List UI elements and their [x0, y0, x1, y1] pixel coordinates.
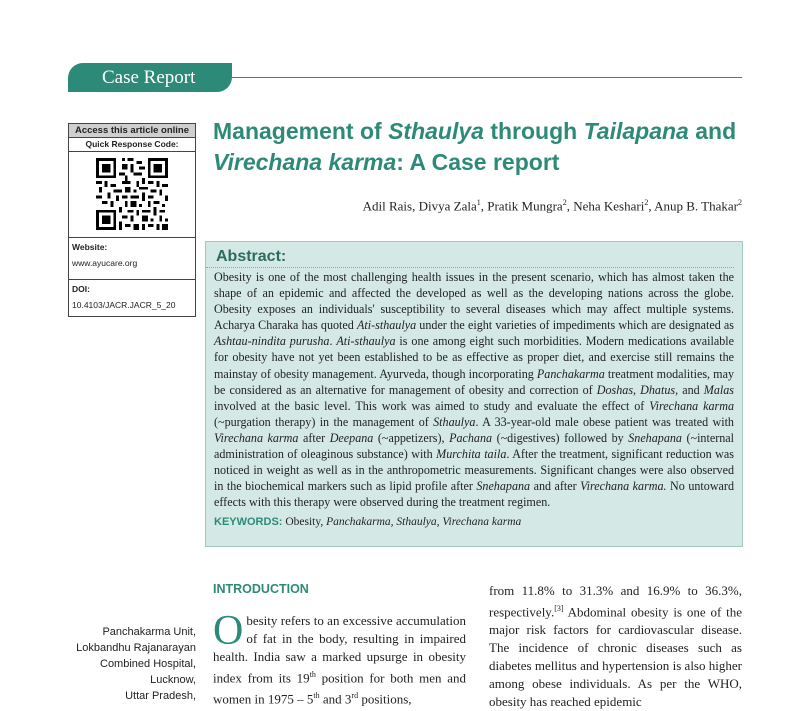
title-italic: Sthaulya: [388, 118, 484, 144]
title-text: Management of: [213, 118, 389, 144]
website-link[interactable]: www.ayucare.org: [72, 258, 138, 268]
affiliation-block: [68, 624, 196, 704]
author-name: Divya Zala: [418, 198, 477, 214]
affiliation-line: Lucknow,: [150, 674, 196, 686]
doi-link[interactable]: 10.4103/JACR.JACR_5_20: [72, 300, 176, 310]
author-affil-mark: 2: [562, 198, 567, 207]
author-name: Anup B. Thakar: [654, 198, 738, 214]
keywords-italic: Panchakarma, Sthaulya, Virechana karma: [326, 516, 522, 529]
banner-label: Case Report: [102, 67, 196, 88]
author-name: Pratik Mungra: [487, 198, 563, 214]
website-label: Website:: [72, 242, 108, 252]
section-banner: [68, 63, 232, 92]
abstract-box: [205, 241, 743, 547]
keywords-text: Obesity,: [282, 516, 327, 529]
body-column-right: from 11.8% to 31.3% and 16.9% to 36.3%, respectively.[3] Abdominal obesity is one of the major risk factors for cardiovascular disease. The incidence of chronic diseases such as diabetes mellitus and hypertension is also higher among obese individuals. As per the WHO, obesity has reached epidemic: [489, 583, 742, 710]
title-text: and: [688, 118, 737, 144]
author-affil-mark: 2: [644, 198, 649, 207]
title-italic: Virechana karma: [213, 149, 397, 175]
author-list: Adil Rais, Divya Zala$^1$, Pratik Mungra$^2$, Neha Keshari$^2$, Anup B. Thakar$^2$: [362, 198, 742, 214]
abstract-heading: Abstract:: [206, 242, 734, 268]
keywords-line: [206, 510, 742, 528]
website-field: [69, 238, 195, 280]
article-title: [213, 116, 753, 178]
affiliation-line: Combined Hospital,: [100, 658, 196, 670]
affiliation-line: Uttar Pradesh,: [125, 690, 196, 702]
drop-cap: O: [213, 608, 244, 654]
citation-link[interactable]: [3]: [554, 604, 564, 613]
doi-field: [69, 280, 195, 313]
body-column-left: Obesity refers to an excessive accumulation of fat in the body, resulting in impaired health. India saw a marked upsurge in obesity index from its 19th position for both men and women in 1975 – 5th and 3rd positions,: [213, 608, 466, 707]
title-text: : A Case report: [396, 149, 560, 175]
author-name: Neha Keshari: [573, 198, 645, 214]
qr-code-icon[interactable]: [96, 158, 168, 230]
qr-label: Quick Response Code:: [69, 138, 195, 152]
affiliation-line: Lokbandhu Rajanarayan: [76, 642, 196, 654]
title-italic: Tailapana: [583, 118, 689, 144]
affiliation-line: Panchakarma Unit,: [102, 626, 196, 638]
qr-area: [69, 152, 195, 238]
abstract-body: Obesity is one of the most challenging health issues in the present scenario, which has almost taken the shape of an epidemic and affected the developed as well as the developing nations across the globe. Obesity exposes an individuals' susceptibility to several diseases which may affect multiple systems. Acharya Charaka has quoted Ati-sthaulya under the eight varieties of impediments which are designated as Ashtau-nindita purusha. Ati-sthaulya is one among eight such morbidities. Modern medications available for obesity have not yet been established to be as effective as proper diet, and exercise still remains the mainstay of obesity management. Ayurveda, though incorporating Panchakarma treatment modalities, may be considered as an alternative for management of obesity and correction of Doshas, Dhatus, and Malas involved at the basic level. This work was aimed to study and evaluate the effect of Virechana karma (~purgation therapy) in the management of Sthaulya. A 33-year-old male obese patient was treated with Virechana karma after Deepana (~appetizers), Pachana (~digestives) followed by Snehapana (~internal administration of oleaginous substance) with Murchita taila. After the treatment, significant reduction was noticed in weight as well as in the anthropometric measurements. Significant changes were also observed in the biochemical markers such as lipid profile after Snehapana and after Virechana karma. No untoward effects with this therapy were observed during the treatment regimen.: [214, 270, 735, 510]
banner-rule: [232, 77, 742, 78]
access-header: Access this article online: [69, 124, 195, 138]
keywords-label: KEYWORDS:: [214, 516, 283, 529]
author-name: Adil Rais: [362, 198, 413, 214]
author-affil-mark: 2: [738, 198, 742, 207]
introduction-heading: INTRODUCTION: [213, 582, 309, 596]
author-affil-mark: 1: [476, 198, 481, 207]
title-text: through: [483, 118, 584, 144]
doi-label: DOI:: [72, 284, 90, 294]
access-box: [68, 123, 196, 317]
